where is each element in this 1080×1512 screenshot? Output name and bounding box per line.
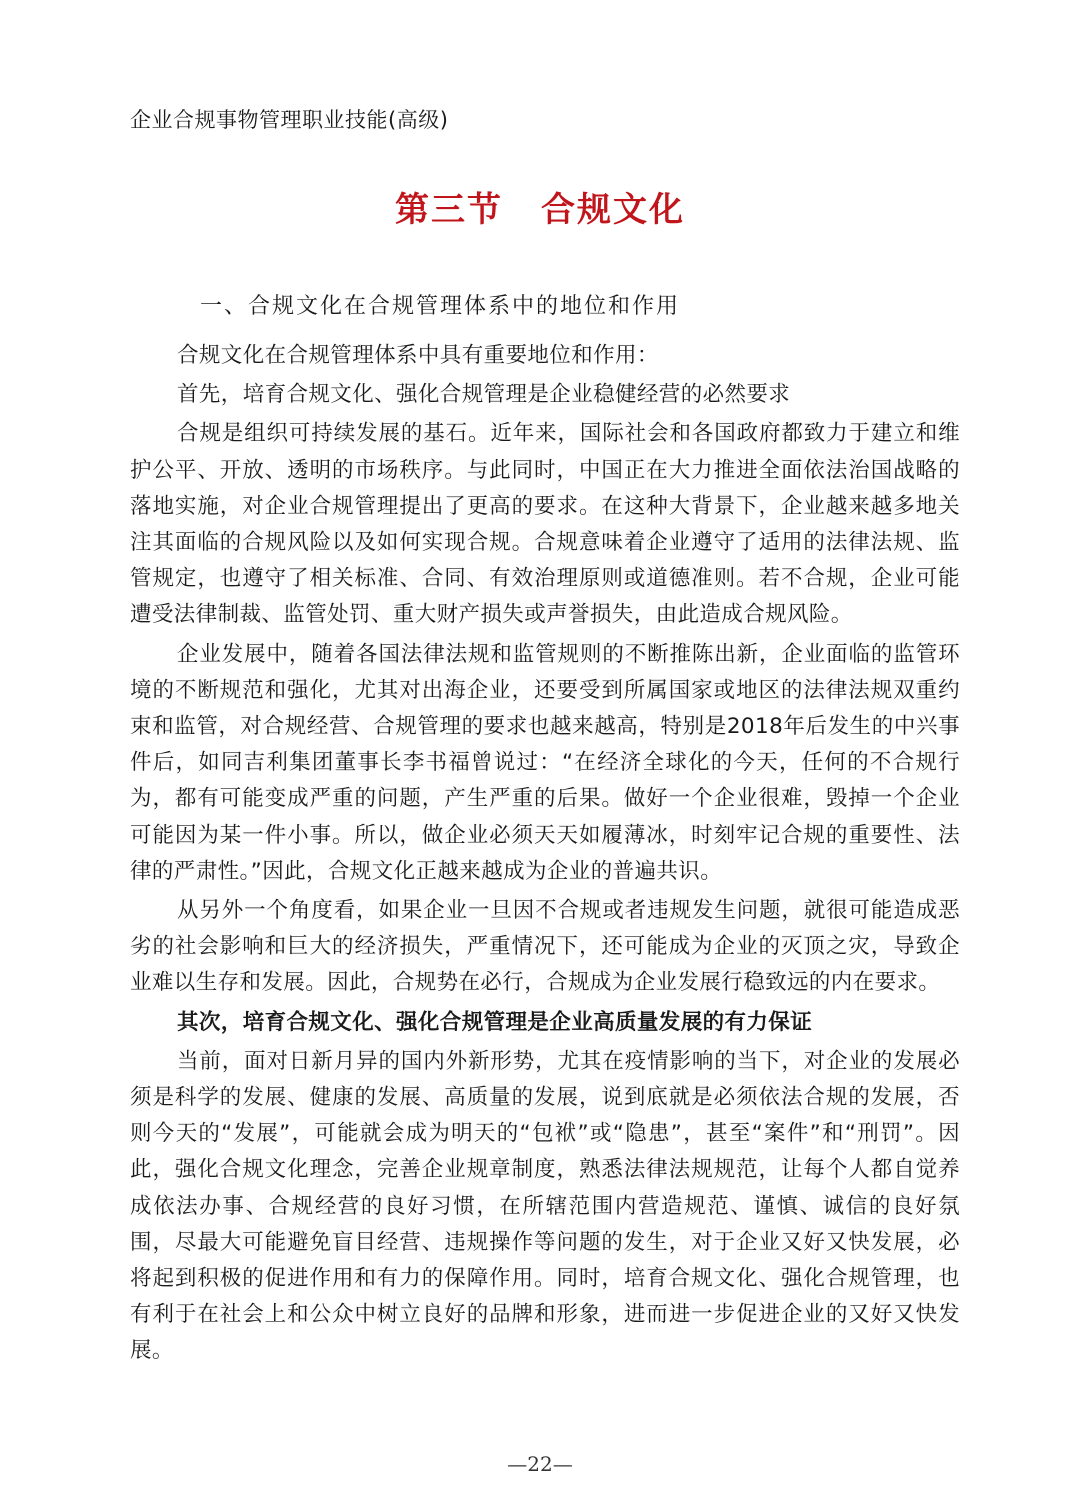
section-number: 第三节 bbox=[395, 190, 503, 230]
paragraph-first-point: 首先，培育合规文化、强化合规管理是企业稳健经营的必然要求 bbox=[177, 382, 791, 408]
running-header: 企业合规事物管理职业技能(高级) bbox=[130, 108, 449, 132]
section-title-text: 合规文化 bbox=[541, 190, 685, 230]
section-title bbox=[0, 182, 1080, 231]
page-number: —22— bbox=[507, 1452, 573, 1476]
paragraph-second-point: 其次，培育合规文化、强化合规管理是企业高质量发展的有力保证 bbox=[177, 1009, 813, 1035]
body-text bbox=[130, 338, 960, 1373]
paragraph: 企业发展中，随着各国法律法规和监管规则的不断推陈出新，企业面临的监管环境的不断规范和强化，尤其对出海企业，还要受到所属国家或地区的法律法规双重约束和监管，对合规经营、合规管理的要求也越来越高，特别是2018年后发生的中兴事件后，如同吉利集团董事长李书福曾说过：“在经济全球化的今天，任何的不合规行为，都有可能变成严重的问题，产生严重的后果。做好一个企业很难，毁掉一个企业可能因为某一件小事。所以，做企业必须天天如履薄冰，时刻牢记合规的重要性、法律的严肃性。”因此，合规文化正越来越成为企业的普遍共识。 bbox=[130, 641, 960, 884]
paragraph: 从另外一个角度看，如果企业一旦因不合规或者违规发生问题，就很可能造成恶劣的社会影响和巨大的经济损失，严重情况下，还可能成为企业的灭顶之灾，导致企业难以生存和发展。因此，合规势在必行，合规成为企业发展行稳致远的内在要求。 bbox=[130, 898, 960, 996]
paragraph: 当前，面对日新月异的国内外新形势，尤其在疫情影响的当下，对企业的发展必须是科学的发展、健康的发展、高质量的发展，说到底就是必须依法合规的发展，否则今天的“发展”，可能就会成为明天的“包袱”或“隐患”，甚至“案件”和“刑罚”。因此，强化合规文化理念，完善企业规章制度，熟悉法律法规规范，让每个人都自觉养成依法办事、合规经营的良好习惯，在所辖范围内营造规范、谨慎、诚信的良好氛围，尽最大可能避免盲目经营、违规操作等问题的发生，对于企业又好又快发展，必将起到积极的促进作用和有力的保障作用。同时，培育合规文化、强化合规管理，也有利于在社会上和公众中树立良好的品牌和形象，进而进一步促进企业的又好又快发展。 bbox=[130, 1048, 960, 1364]
paragraph: 合规是组织可持续发展的基石。近年来，国际社会和各国政府都致力于建立和维护公平、开放、透明的市场秩序。与此同时，中国正在大力推进全面依法治国战略的落地实施，对企业合规管理提出了更高的要求。在这种大背景下，企业越来越多地关注其面临的合规风险以及如何实现合规。合规意味着企业遵守了适用的法律法规、监管规定，也遵守了相关标准、合同、有效治理原则或道德准则。若不合规，企业可能遭受法律制裁、监管处罚、重大财产损失或声誉损失，由此造成合规风险。 bbox=[130, 421, 960, 628]
paragraph-intro: 合规文化在合规管理体系中具有重要地位和作用： bbox=[177, 343, 659, 368]
subsection-heading: 一、合规文化在合规管理体系中的地位和作用 bbox=[200, 294, 681, 319]
